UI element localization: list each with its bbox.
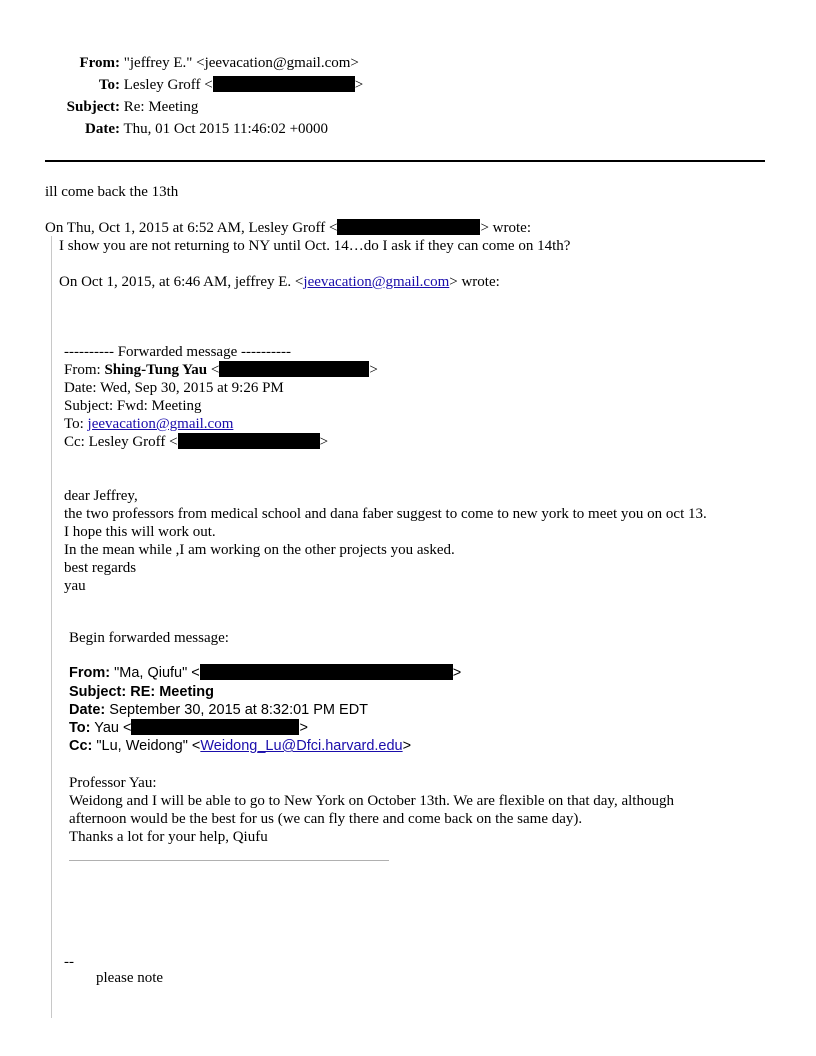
- inner-date-label: Date:: [69, 702, 106, 718]
- header-subject-row: [0, 98, 198, 116]
- yau-line-0: dear Jeffrey,: [64, 488, 138, 504]
- quote2-intro-email-link[interactable]: jeevacation@gmail.com: [303, 274, 450, 290]
- inner-cc: [69, 737, 411, 755]
- forwarded-subject: Subject: Fwd: Meeting: [64, 398, 202, 414]
- forwarded-to-prefix: To:: [64, 416, 88, 432]
- quote1-intro-suffix: > wrote:: [480, 220, 531, 236]
- inner-cc-prefix: "Lu, Weidong" <: [92, 738, 201, 754]
- inner-cc-email-link[interactable]: Weidong_Lu@Dfci.harvard.edu: [200, 738, 403, 754]
- inner-to-prefix: Yau <: [90, 720, 132, 736]
- inner-date: [69, 701, 368, 719]
- quote-bar-outer: [51, 236, 52, 1018]
- from-label: From:: [79, 55, 120, 71]
- redaction-block: [131, 719, 299, 735]
- redaction-block: [213, 76, 355, 92]
- redaction-block: [219, 361, 369, 377]
- qiufu-line-2: afternoon would be the best for us (we can fly there and come back on the same day).: [69, 811, 583, 827]
- redaction-block: [200, 664, 453, 680]
- inner-cc-label: Cc:: [69, 738, 93, 754]
- forwarded-separator: ---------- Forwarded message ----------: [64, 344, 291, 360]
- forwarded-from: [64, 361, 378, 379]
- yau-line-4: best regards: [64, 560, 137, 576]
- inner-date-value: September 30, 2015 at 8:32:01 PM EDT: [105, 702, 369, 718]
- subject-label: Subject:: [66, 99, 120, 115]
- inner-subject-value: RE: Meeting: [126, 684, 215, 700]
- inner-to-suffix: >: [299, 720, 308, 736]
- qiufu-line-3: Thanks a lot for your help, Qiufu: [69, 829, 268, 845]
- quote2-intro: [59, 273, 500, 291]
- to-value-prefix: Lesley Groff <: [123, 77, 213, 93]
- inner-subject-label: Subject:: [69, 684, 127, 700]
- forwarded-from-open: <: [207, 362, 220, 378]
- forwarded-date: Date: Wed, Sep 30, 2015 at 9:26 PM: [64, 380, 284, 396]
- begin-forwarded: Begin forwarded message:: [69, 630, 229, 646]
- qiufu-line-0: Professor Yau:: [69, 775, 157, 791]
- forwarded-to-email-link[interactable]: jeevacation@gmail.com: [87, 416, 234, 432]
- inner-to: [69, 719, 308, 737]
- forwarded-to: [64, 415, 233, 433]
- quote1-intro: [45, 219, 531, 237]
- subject-value: Re: Meeting: [123, 99, 199, 115]
- forwarded-cc-suffix: >: [319, 434, 329, 450]
- quote2-intro-suffix: > wrote:: [449, 274, 500, 290]
- inner-to-label: To:: [69, 720, 91, 736]
- forwarded-from-prefix: From:: [64, 362, 105, 378]
- redaction-block: [178, 433, 320, 449]
- inner-from-label: From:: [69, 665, 111, 681]
- header-from-row: [0, 54, 359, 72]
- forwarded-cc: [64, 433, 328, 451]
- forwarded-from-name: Shing-Tung Yau: [104, 362, 208, 378]
- yau-line-1: the two professors from medical school and dana faber suggest to come to new york to meet you on oct 13.: [64, 506, 707, 522]
- signature-text: please note: [96, 970, 164, 986]
- to-label: To:: [98, 77, 120, 93]
- qiufu-line-1: Weidong and I will be able to go to New York on October 13th. We are flexible on that day, although: [69, 793, 674, 809]
- signature-dashes: --: [64, 954, 74, 970]
- quote1-text: I show you are not returning to NY until Oct. 14…do I ask if they can come on 14th?: [59, 238, 571, 254]
- inner-subject: [69, 683, 214, 701]
- inner-from: [69, 664, 461, 682]
- forwarded-from-close: >: [369, 362, 378, 378]
- yau-line-3: In the mean while ,I am working on the other projects you asked.: [64, 542, 455, 558]
- inner-from-suffix: >: [452, 665, 462, 681]
- inner-from-prefix: "Ma, Qiufu" <: [110, 665, 200, 681]
- quote1-intro-prefix: On Thu, Oct 1, 2015 at 6:52 AM, Lesley Groff <: [45, 220, 338, 236]
- yau-line-2: I hope this will work out.: [64, 524, 216, 540]
- header-to-row: [0, 76, 363, 94]
- signature-rule: [69, 860, 389, 861]
- forwarded-cc-prefix: Cc: Lesley Groff <: [64, 434, 178, 450]
- yau-line-5: yau: [64, 578, 86, 594]
- header-date-row: [0, 120, 328, 138]
- inner-cc-suffix: >: [402, 738, 412, 754]
- to-value-suffix: >: [354, 77, 364, 93]
- quote2-intro-prefix: On Oct 1, 2015, at 6:46 AM, jeffrey E. <: [59, 274, 304, 290]
- header-divider: [45, 160, 765, 162]
- date-value: Thu, 01 Oct 2015 11:46:02 +0000: [123, 121, 329, 137]
- from-value: "jeffrey E." <jeevacation@gmail.com>: [123, 55, 359, 71]
- redaction-block: [337, 219, 480, 235]
- date-label: Date:: [85, 121, 120, 137]
- reply-line: ill come back the 13th: [45, 184, 179, 200]
